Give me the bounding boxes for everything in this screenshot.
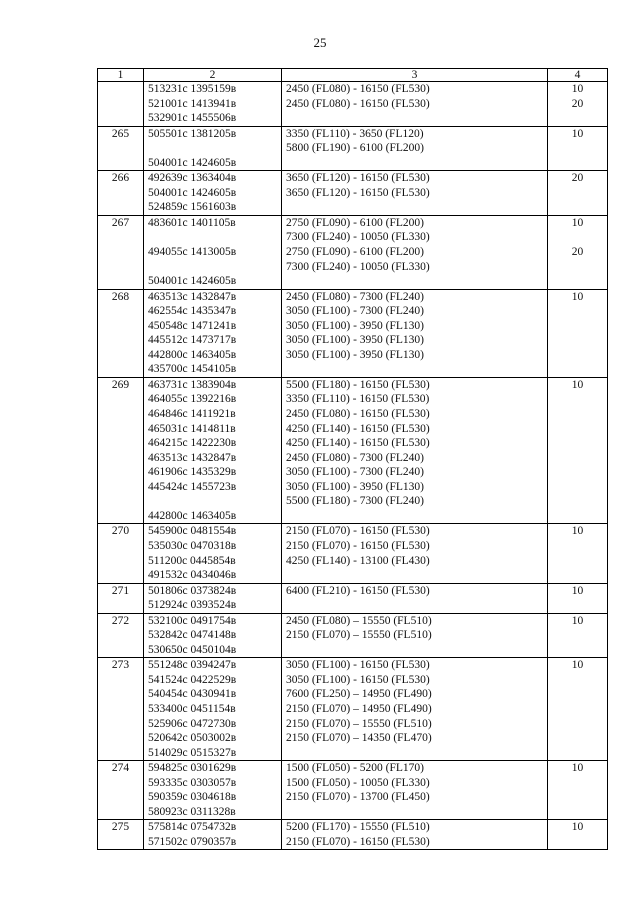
- coordinate-line: [148, 141, 277, 156]
- header-cell-1: 1: [98, 69, 144, 82]
- altitude-range-line: [286, 200, 543, 215]
- coordinate-cell: [144, 82, 282, 127]
- width-cell: [548, 215, 608, 289]
- coordinate-line: 504001c 1424605в: [148, 186, 237, 199]
- coordinate-cell: [144, 126, 282, 171]
- altitude-range-line: 2150 (FL070) – 15550 (FL510): [286, 629, 432, 642]
- table-row: [98, 171, 608, 216]
- altitude-range-line: 3350 (FL110) - 3650 (FL120): [286, 127, 424, 140]
- width-line: [552, 702, 603, 717]
- width-line: [552, 422, 603, 437]
- coordinate-cell: [144, 658, 282, 761]
- altitude-range-line: 2450 (FL080) - 16150 (FL530): [286, 83, 430, 95]
- coordinate-line: 540454c 0430941в: [148, 688, 237, 701]
- table-row: [98, 583, 608, 613]
- altitude-range-line: 2150 (FL070) - 16150 (FL530): [286, 835, 430, 848]
- altitude-range-line: 3050 (FL100) - 3950 (FL130): [286, 348, 424, 361]
- width-line: [552, 731, 603, 746]
- altitude-range-cell: [282, 658, 548, 761]
- coordinate-line: 464215c 1422230в: [148, 437, 237, 450]
- coordinate-line: 571502c 0790357в: [148, 835, 237, 848]
- coordinate-line: [148, 230, 277, 245]
- coordinate-line: 445424c 1455723в: [148, 480, 237, 493]
- width-line: [552, 141, 603, 156]
- row-number: 275: [98, 820, 144, 850]
- header-cell-4: 4: [548, 69, 608, 82]
- table-row: [98, 761, 608, 820]
- row-number: 269: [98, 377, 144, 523]
- altitude-range-cell: [282, 761, 548, 820]
- row-number: 272: [98, 613, 144, 658]
- coordinate-cell: [144, 524, 282, 583]
- coordinate-line: 532100c 0491754в: [148, 614, 237, 627]
- width-cell: [548, 82, 608, 127]
- coordinate-line: 580923c 0311328в: [148, 805, 236, 818]
- altitude-range-line: 3050 (FL100) - 7300 (FL240): [286, 305, 424, 318]
- coordinate-line: 575814c 0754732в: [148, 821, 237, 834]
- table-row: [98, 82, 608, 127]
- width-cell: [548, 524, 608, 583]
- width-line: 20: [571, 97, 584, 110]
- width-line: [552, 509, 603, 524]
- coordinate-line: 541524c 0422529в: [148, 673, 237, 686]
- row-number: 268: [98, 289, 144, 377]
- altitude-range-line: [286, 362, 543, 377]
- altitude-range-line: 2150 (FL070) – 14350 (FL470): [286, 732, 432, 745]
- width-cell: [548, 820, 608, 850]
- coordinate-line: 511200c 0445854в: [148, 554, 236, 567]
- coordinate-cell: [144, 583, 282, 613]
- table-row: [98, 215, 608, 289]
- coordinate-line: 590359c 0304618в: [148, 791, 237, 804]
- altitude-range-cell: [282, 613, 548, 658]
- width-line: 10: [571, 584, 584, 597]
- width-line: [552, 156, 603, 171]
- altitude-range-line: 3350 (FL110) - 16150 (FL530): [286, 393, 430, 406]
- width-line: 10: [571, 762, 584, 775]
- table-row: [98, 820, 608, 850]
- altitude-range-line: 2750 (FL090) - 6100 (FL200): [286, 216, 424, 229]
- coordinate-line: 461906c 1435329в: [148, 466, 237, 479]
- coordinate-line: 445512c 1473717в: [148, 334, 237, 347]
- coordinate-line: 462554c 1435347в: [148, 305, 237, 318]
- coordinate-line: 514029c 0515327в: [148, 746, 237, 759]
- coordinate-line: 463513c 1432847в: [148, 290, 237, 303]
- width-line: 10: [571, 821, 584, 834]
- coordinate-line: 492639c 1363404в: [148, 172, 237, 185]
- width-line: [552, 436, 603, 451]
- coordinate-line: 442800c 1463405в: [148, 509, 237, 522]
- width-line: [552, 776, 603, 791]
- width-line: [552, 673, 603, 688]
- altitude-range-line: 3650 (FL120) - 16150 (FL530): [286, 186, 430, 199]
- width-line: [552, 746, 603, 761]
- altitude-range-line: [286, 805, 543, 820]
- altitude-range-line: 2750 (FL090) - 6100 (FL200): [286, 246, 424, 259]
- altitude-range-line: 2450 (FL080) – 15550 (FL510): [286, 614, 432, 627]
- altitude-range-line: 7300 (FL240) - 10050 (FL330): [286, 231, 430, 244]
- altitude-range-cell: [282, 583, 548, 613]
- altitude-range-line: 4250 (FL140) - 13100 (FL430): [286, 554, 430, 567]
- coordinate-line: 521001c 1413941в: [148, 97, 237, 110]
- width-line: [552, 333, 603, 348]
- coordinate-line: [148, 260, 277, 275]
- row-number: 265: [98, 126, 144, 171]
- width-line: [552, 687, 603, 702]
- row-number: 271: [98, 583, 144, 613]
- coordinate-cell: [144, 171, 282, 216]
- row-number: 266: [98, 171, 144, 216]
- width-cell: [548, 658, 608, 761]
- altitude-range-line: [286, 509, 543, 524]
- table-row: [98, 658, 608, 761]
- coordinate-line: 530650c 0450104в: [148, 643, 237, 656]
- altitude-range-line: 6400 (FL210) - 16150 (FL530): [286, 584, 430, 597]
- table-row: [98, 524, 608, 583]
- altitude-range-line: 5500 (FL180) - 7300 (FL240): [286, 495, 424, 508]
- altitude-range-cell: [282, 82, 548, 127]
- width-line: [552, 717, 603, 732]
- row-number: 270: [98, 524, 144, 583]
- width-line: 10: [571, 525, 584, 538]
- altitude-range-line: [286, 746, 543, 761]
- coordinate-line: 463731c 1383904в: [148, 378, 237, 391]
- coordinate-line: 483601c 1401105в: [148, 216, 236, 229]
- altitude-range-line: 2450 (FL080) - 7300 (FL240): [286, 290, 424, 303]
- width-line: [552, 805, 603, 820]
- coordinate-cell: [144, 820, 282, 850]
- width-line: 10: [571, 127, 584, 140]
- width-cell: [548, 583, 608, 613]
- altitude-range-line: 3050 (FL100) - 3950 (FL130): [286, 480, 424, 493]
- header-row: [98, 69, 608, 82]
- width-line: [552, 568, 603, 583]
- coordinate-line: 450548c 1471241в: [148, 319, 237, 332]
- altitude-range-line: 3050 (FL100) - 3950 (FL130): [286, 334, 424, 347]
- width-line: [552, 304, 603, 319]
- width-cell: [548, 377, 608, 523]
- coordinate-line: 525906c 0472730в: [148, 717, 237, 730]
- width-line: [552, 348, 603, 363]
- altitude-range-line: [286, 643, 543, 658]
- coordinate-line: 505501c 1381205в: [148, 127, 237, 140]
- width-line: 20: [571, 172, 584, 185]
- width-line: [552, 362, 603, 377]
- coordinate-line: 551248c 0394247в: [148, 659, 237, 672]
- altitude-range-line: 3050 (FL100) - 16150 (FL530): [286, 673, 430, 686]
- altitude-range-line: 5800 (FL190) - 6100 (FL200): [286, 142, 424, 155]
- width-line: [552, 494, 603, 509]
- coordinate-line: 532901c 1455506в: [148, 112, 237, 125]
- coordinate-line: 494055c 1413005в: [148, 246, 237, 259]
- width-cell: [548, 126, 608, 171]
- width-line: [552, 554, 603, 569]
- altitude-range-line: [286, 568, 543, 583]
- altitude-range-line: 2150 (FL070) - 16150 (FL530): [286, 525, 430, 538]
- altitude-range-line: 7300 (FL240) - 10050 (FL330): [286, 260, 430, 273]
- altitude-range-line: 2150 (FL070) – 15550 (FL510): [286, 717, 432, 730]
- coordinate-line: 442800c 1463405в: [148, 348, 237, 361]
- altitude-range-line: 4250 (FL140) - 16150 (FL530): [286, 437, 430, 450]
- altitude-range-line: 2150 (FL070) – 14950 (FL490): [286, 702, 432, 715]
- coordinate-line: 504001c 1424605в: [148, 156, 237, 169]
- width-line: 20: [571, 246, 584, 259]
- width-line: [552, 186, 603, 201]
- width-line: [552, 598, 603, 613]
- coordinate-line: 594825c 0301629в: [148, 762, 237, 775]
- altitude-range-line: 3650 (FL120) - 16150 (FL530): [286, 172, 430, 185]
- coordinate-line: 532842c 0474148в: [148, 629, 237, 642]
- coordinate-line: 504001c 1424605в: [148, 275, 237, 288]
- coordinate-line: 464846c 1411921в: [148, 408, 236, 421]
- width-line: [552, 407, 603, 422]
- altitude-range-line: 5500 (FL180) - 16150 (FL530): [286, 378, 430, 391]
- coordinate-line: 524859c 1561603в: [148, 201, 237, 214]
- altitude-range-cell: [282, 289, 548, 377]
- coordinate-line: 533400c 0451154в: [148, 702, 236, 715]
- header-cell-3: 3: [282, 69, 548, 82]
- coordinate-line: 512924c 0393524в: [148, 599, 237, 612]
- width-cell: [548, 761, 608, 820]
- width-line: 10: [571, 659, 584, 672]
- altitude-range-line: 2150 (FL070) - 13700 (FL450): [286, 791, 430, 804]
- width-line: [552, 260, 603, 275]
- width-line: [552, 480, 603, 495]
- coordinate-cell: [144, 377, 282, 523]
- altitude-range-line: [286, 111, 543, 126]
- table-row: [98, 126, 608, 171]
- altitude-range-line: 2450 (FL080) - 16150 (FL530): [286, 97, 430, 110]
- row-number: 267: [98, 215, 144, 289]
- table-row: [98, 377, 608, 523]
- coordinate-line: 593335c 0303057в: [148, 776, 237, 789]
- coordinate-cell: [144, 761, 282, 820]
- altitude-range-cell: [282, 524, 548, 583]
- altitude-range-cell: [282, 126, 548, 171]
- altitude-range-line: 2150 (FL070) - 16150 (FL530): [286, 539, 430, 552]
- width-line: [552, 835, 603, 850]
- coordinate-line: 520642c 0503002в: [148, 732, 237, 745]
- table-row: [98, 613, 608, 658]
- altitude-range-line: [286, 156, 543, 171]
- altitude-range-line: 1500 (FL050) - 10050 (FL330): [286, 776, 430, 789]
- coordinate-cell: [144, 289, 282, 377]
- width-line: [552, 451, 603, 466]
- header-cell-2: 2: [144, 69, 282, 82]
- table-row: [98, 289, 608, 377]
- altitude-range-line: 4250 (FL140) - 16150 (FL530): [286, 422, 430, 435]
- row-number: 274: [98, 761, 144, 820]
- coordinate-line: 535030c 0470318в: [148, 539, 237, 552]
- width-line: [552, 465, 603, 480]
- coordinate-line: 513231c 1395159в: [148, 83, 237, 95]
- coordinate-line: 545900c 0481554в: [148, 525, 237, 538]
- altitude-range-line: 3050 (FL100) - 7300 (FL240): [286, 466, 424, 479]
- width-line: 10: [571, 216, 584, 229]
- altitude-range-cell: [282, 377, 548, 523]
- altitude-range-line: [286, 598, 543, 613]
- width-line: [552, 628, 603, 643]
- altitude-range-line: 7600 (FL250) – 14950 (FL490): [286, 688, 432, 701]
- coordinate-line: 435700c 1454105в: [148, 363, 237, 376]
- width-line: 10: [571, 83, 584, 95]
- width-cell: [548, 289, 608, 377]
- coordinate-line: 464055c 1392216в: [148, 393, 237, 406]
- coordinate-cell: [144, 215, 282, 289]
- coordinate-line: 463513c 1432847в: [148, 451, 237, 464]
- width-line: [552, 392, 603, 407]
- page-number: 25: [313, 35, 327, 50]
- coordinate-line: [148, 494, 277, 509]
- width-line: [552, 111, 603, 126]
- altitude-range-line: 5200 (FL170) - 15550 (FL510): [286, 821, 430, 834]
- altitude-range-cell: [282, 820, 548, 850]
- width-line: 10: [571, 614, 584, 627]
- coordinate-cell: [144, 613, 282, 658]
- width-line: [552, 539, 603, 554]
- altitude-range-cell: [282, 171, 548, 216]
- width-line: [552, 200, 603, 215]
- width-line: [552, 790, 603, 805]
- width-line: [552, 274, 603, 289]
- width-line: 10: [571, 290, 584, 303]
- width-line: [552, 643, 603, 658]
- row-number: [98, 82, 144, 127]
- width-cell: [548, 613, 608, 658]
- row-number: 273: [98, 658, 144, 761]
- width-line: [552, 230, 603, 245]
- altitude-range-line: 3050 (FL100) - 3950 (FL130): [286, 319, 424, 332]
- altitude-range-cell: [282, 215, 548, 289]
- width-line: [552, 319, 603, 334]
- width-line: 10: [571, 378, 584, 391]
- coordinate-line: 501806c 0373824в: [148, 584, 237, 597]
- altitude-range-line: 1500 (FL050) - 5200 (FL170): [286, 762, 424, 775]
- coordinate-line: 491532c 0434046в: [148, 569, 237, 582]
- coordinate-line: 465031c 1414811в: [148, 422, 236, 435]
- altitude-range-line: [286, 274, 543, 289]
- coordinates-table: [97, 68, 608, 850]
- altitude-range-line: 2450 (FL080) - 16150 (FL530): [286, 408, 430, 421]
- width-cell: [548, 171, 608, 216]
- altitude-range-line: 3050 (FL100) - 16150 (FL530): [286, 659, 430, 672]
- altitude-range-line: 2450 (FL080) - 7300 (FL240): [286, 451, 424, 464]
